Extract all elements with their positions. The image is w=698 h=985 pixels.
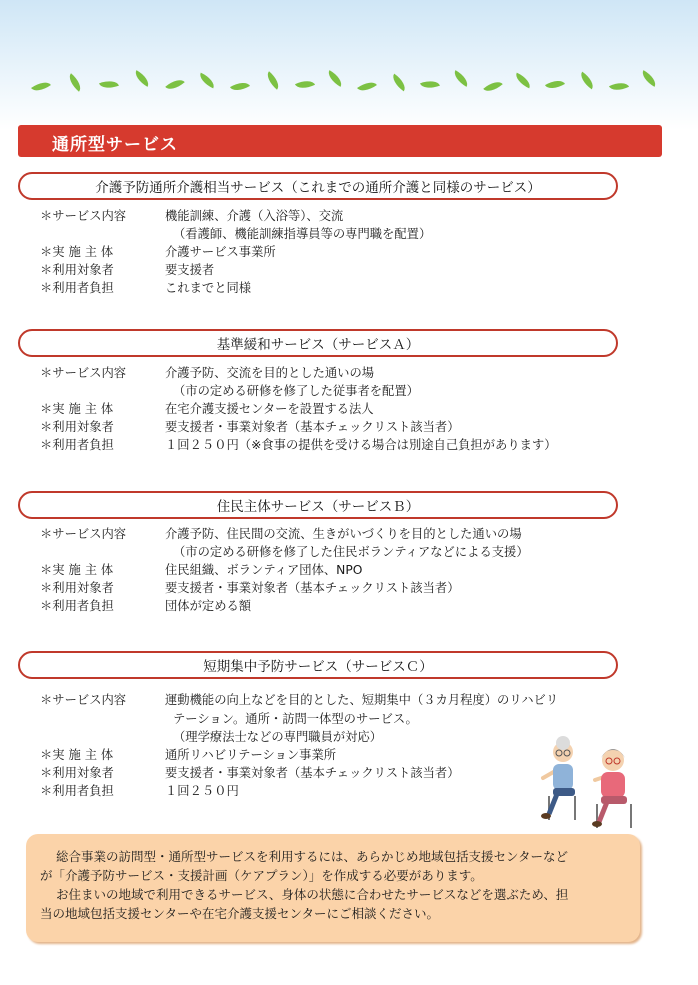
info-row — [40, 782, 239, 800]
row-label: ＊利用者負担 — [40, 438, 114, 452]
row-value: 団体が定める額 — [165, 599, 252, 613]
leaf-icon — [483, 77, 503, 95]
info-row — [40, 764, 460, 782]
row-value: 要支援者・事業対象者（基本チェックリスト該当者） — [165, 420, 460, 434]
row-label: ＊サービス内容 — [40, 693, 127, 707]
leaf-icon — [99, 77, 119, 92]
leaf-icon — [165, 75, 185, 93]
seniors-exercising-illustration — [535, 728, 645, 833]
info-row — [40, 597, 251, 615]
info-row — [40, 691, 558, 709]
info-row — [40, 279, 251, 297]
row-value: 機能訓練、介護（入浴等）、交流 — [165, 209, 344, 223]
row-continuation: （市の定める研修を修了した従事者を配置） — [173, 384, 419, 398]
row-label: ＊実 施 主 体 — [40, 402, 114, 416]
info-row — [40, 746, 336, 764]
note-line: 総合事業の訪問型・通所型サービスを利用するには、あらかじめ地域包括支援センターなど — [56, 849, 569, 864]
info-row — [40, 243, 276, 261]
page-bottom — [0, 962, 698, 985]
note-line: お住まいの地域で利用できるサービス、身体の状態に合わせたサービスなどを選ぶため、担 — [56, 887, 569, 902]
leaf-icon — [545, 76, 565, 93]
leaf-icon — [577, 72, 597, 90]
section-title: 住民主体サービス（サービスＢ） — [216, 499, 420, 515]
leaf-icon — [263, 71, 283, 89]
leaf-icon — [513, 73, 533, 89]
leaf-icon — [230, 78, 250, 95]
section-header-4 — [18, 651, 618, 679]
row-value: １回２５０円 — [165, 784, 239, 798]
leaf-icon — [65, 73, 85, 91]
row-label: ＊利用対象者 — [40, 766, 114, 780]
row-continuation: （理学療法士などの専門職員が対応） — [173, 730, 383, 744]
leaf-icon — [357, 78, 377, 96]
row-value: 要支援者・事業対象者（基本チェックリスト該当者） — [165, 766, 460, 780]
leaf-icon — [31, 78, 51, 96]
note-line: が「介護予防サービス・支援計画（ケアプラン）」を作成する必要があります。 — [40, 868, 483, 883]
info-row — [40, 561, 362, 579]
row-label: ＊サービス内容 — [40, 209, 127, 223]
row-value: 運動機能の向上などを目的とした、短期集中（３カ月程度）のリハビリ — [165, 693, 559, 707]
info-row — [40, 207, 343, 225]
leaf-icon — [295, 77, 315, 93]
leaf-icon — [389, 74, 409, 92]
row-value: 介護サービス事業所 — [165, 245, 276, 259]
row-value: 要支援者 — [165, 263, 215, 277]
row-label: ＊利用者負担 — [40, 784, 114, 798]
row-value: 要支援者・事業対象者（基本チェックリスト該当者） — [165, 581, 460, 595]
row-label: ＊利用者負担 — [40, 281, 114, 295]
info-row — [40, 579, 460, 597]
section-header-1 — [18, 172, 618, 200]
row-value: 在宅介護支援センターを設置する法人 — [165, 402, 374, 416]
section-banner — [18, 125, 662, 157]
row-value: １回２５０円（※食事の提供を受ける場合は別途自己負担があります） — [165, 438, 557, 452]
row-label: ＊実 施 主 体 — [40, 245, 114, 259]
note-box — [26, 834, 640, 942]
row-value: 住民組織、ボランティア団体、NPO — [165, 563, 363, 577]
row-continuation: （看護師、機能訓練指導員等の専門職を配置） — [173, 227, 432, 241]
row-label: ＊実 施 主 体 — [40, 748, 114, 762]
info-row — [40, 261, 214, 279]
section-title: 基準緩和サービス（サービスＡ） — [216, 337, 420, 353]
info-row — [40, 436, 557, 454]
info-row — [40, 400, 374, 418]
row-label: ＊利用者負担 — [40, 599, 114, 613]
row-value: 通所リハビリテーション事業所 — [165, 748, 337, 762]
row-label: ＊利用対象者 — [40, 420, 114, 434]
page-title: 通所型サービス — [52, 135, 178, 155]
section-header-2 — [18, 329, 618, 357]
leaf-icon — [451, 70, 471, 87]
row-label: ＊利用対象者 — [40, 263, 114, 277]
row-label: ＊サービス内容 — [40, 366, 127, 380]
row-continuation: テーション。通所・訪問一体型のサービス。 — [173, 712, 418, 726]
leaf-icon — [132, 70, 152, 87]
leaf-icon — [609, 79, 629, 95]
row-value: 介護予防、交流を目的とした通いの場 — [165, 366, 375, 380]
section-header-3 — [18, 491, 618, 519]
leaf-icon — [639, 70, 659, 87]
leaf-icon — [325, 70, 345, 87]
row-continuation: （市の定める研修を修了した住民ボランティアなどによる支援） — [173, 545, 529, 559]
leaf-icon — [197, 73, 217, 89]
info-row — [40, 418, 460, 436]
info-row — [40, 364, 374, 382]
section-title: 短期集中予防サービス（サービスＣ） — [203, 659, 433, 675]
row-value: 介護予防、住民間の交流、生きがいづくりを目的とした通いの場 — [165, 527, 522, 541]
row-label: ＊利用対象者 — [40, 581, 114, 595]
row-value: これまでと同様 — [165, 281, 252, 295]
leaf-icon — [420, 77, 440, 92]
row-label: ＊実 施 主 体 — [40, 563, 114, 577]
info-row — [40, 525, 522, 543]
section-title: 介護予防通所介護相当サービス（これまでの通所介護と同様のサービス） — [95, 180, 541, 196]
leaf-decoration-row — [0, 60, 698, 110]
note-line: 当の地域包括支援センターや在宅介護支援センターにご相談ください。 — [40, 906, 440, 921]
row-label: ＊サービス内容 — [40, 527, 127, 541]
